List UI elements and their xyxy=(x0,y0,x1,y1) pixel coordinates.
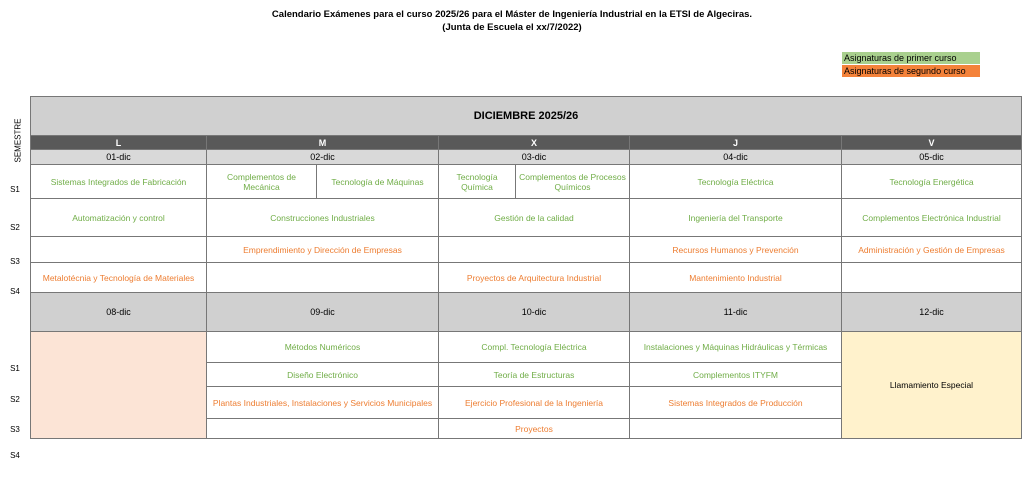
row-label-s3-week2: S3 xyxy=(10,425,20,434)
date-cell: 04-dic xyxy=(630,150,842,165)
row-s2 xyxy=(31,199,1022,237)
empty-cell xyxy=(207,419,439,439)
exam-cell: Tecnología Eléctrica xyxy=(630,165,842,199)
date-row-week1 xyxy=(31,150,1022,165)
empty-cell xyxy=(31,237,207,263)
row-label-s3: S3 xyxy=(10,257,20,266)
exam-cell: Plantas Industriales, Instalaciones y Servicios Municipales xyxy=(207,387,439,419)
exam-cell: Compl. Tecnología Eléctrica xyxy=(439,332,630,363)
empty-cell xyxy=(439,237,630,263)
month-title: DICIEMBRE 2025/26 xyxy=(31,97,1022,136)
weekday-m: M xyxy=(207,136,439,150)
month-header-row xyxy=(31,97,1022,136)
exam-cell: Métodos Numéricos xyxy=(207,332,439,363)
exam-cell: Mantenimiento Industrial xyxy=(630,263,842,293)
empty-holiday-cell xyxy=(31,332,207,439)
exam-cell: Tecnología Química xyxy=(439,165,516,199)
date-cell: 01-dic xyxy=(31,150,207,165)
row-label-s2: S2 xyxy=(10,223,20,232)
weekday-l: L xyxy=(31,136,207,150)
special-call-cell: Llamamiento Especial xyxy=(842,332,1022,439)
empty-cell xyxy=(207,263,439,293)
empty-cell xyxy=(630,419,842,439)
weekday-v: V xyxy=(842,136,1022,150)
empty-cell xyxy=(842,263,1022,293)
date-cell: 03-dic xyxy=(439,150,630,165)
exam-cell: Administración y Gestión de Empresas xyxy=(842,237,1022,263)
row-label-s1: S1 xyxy=(10,185,20,194)
exam-cell: Instalaciones y Máquinas Hidráulicas y Térmicas xyxy=(630,332,842,363)
exam-cell: Emprendimiento y Dirección de Empresas xyxy=(207,237,439,263)
date-row-week2 xyxy=(31,293,1022,332)
semestre-label: SEMESTRE xyxy=(13,117,23,163)
row-s3 xyxy=(31,237,1022,263)
exam-cell: Sistemas Integrados de Fabricación xyxy=(31,165,207,199)
exam-cell: Construcciones Industriales xyxy=(207,199,439,237)
title-line-2: (Junta de Escuela el xx/7/2022) xyxy=(442,22,582,33)
legend-second-course xyxy=(842,65,982,77)
row-s1 xyxy=(31,165,1022,199)
date-cell: 12-dic xyxy=(842,293,1022,332)
exam-cell: Diseño Electrónico xyxy=(207,363,439,387)
exam-cell: Complementos Electrónica Industrial xyxy=(842,199,1022,237)
page-title xyxy=(0,8,1024,34)
date-cell: 11-dic xyxy=(630,293,842,332)
exam-cell: Recursos Humanos y Prevención xyxy=(630,237,842,263)
exam-cell: Gestión de la calidad xyxy=(439,199,630,237)
exam-cell: Proyectos xyxy=(439,419,630,439)
weekday-j: J xyxy=(630,136,842,150)
exam-cell: Sistemas Integrados de Producción xyxy=(630,387,842,419)
exam-cell: Complementos de Procesos Químicos xyxy=(516,165,630,199)
exam-cell: Ejercicio Profesional de la Ingeniería xyxy=(439,387,630,419)
row-label-s4-week2: S4 xyxy=(10,451,20,460)
exam-cell: Proyectos de Arquitectura Industrial xyxy=(439,263,630,293)
title-line-1: Calendario Exámenes para el curso 2025/26 para el Máster de Ingeniería Industrial en la ETSI de Algeciras. xyxy=(271,9,753,20)
row-label-s1-week2: S1 xyxy=(10,364,20,373)
exam-cell: Metalotécnia y Tecnología de Materiales xyxy=(31,263,207,293)
row-label-s2-week2: S2 xyxy=(10,395,20,404)
date-cell: 02-dic xyxy=(207,150,439,165)
exam-cell: Automatización y control xyxy=(31,199,207,237)
exam-cell: Complementos ITYFM xyxy=(630,363,842,387)
exam-cell: Teoría de Estructuras xyxy=(439,363,630,387)
exam-cell: Complementos de Mecánica xyxy=(207,165,317,199)
row-s4 xyxy=(31,263,1022,293)
exam-cell: Tecnología Energética xyxy=(842,165,1022,199)
legend-label-first: Asignaturas de primer curso xyxy=(844,53,957,63)
exam-calendar-table xyxy=(30,96,1022,439)
weekday-x: X xyxy=(439,136,630,150)
row-s1-week2 xyxy=(31,332,1022,363)
date-cell: 08-dic xyxy=(31,293,207,332)
row-label-s4: S4 xyxy=(10,287,20,296)
legend-first-course xyxy=(842,52,982,64)
legend-label-second: Asignaturas de segundo curso xyxy=(844,66,966,76)
weekday-row xyxy=(31,136,1022,150)
date-cell: 10-dic xyxy=(439,293,630,332)
exam-cell: Tecnología de Máquinas xyxy=(317,165,439,199)
exam-cell: Ingeniería del Transporte xyxy=(630,199,842,237)
date-cell: 09-dic xyxy=(207,293,439,332)
date-cell: 05-dic xyxy=(842,150,1022,165)
